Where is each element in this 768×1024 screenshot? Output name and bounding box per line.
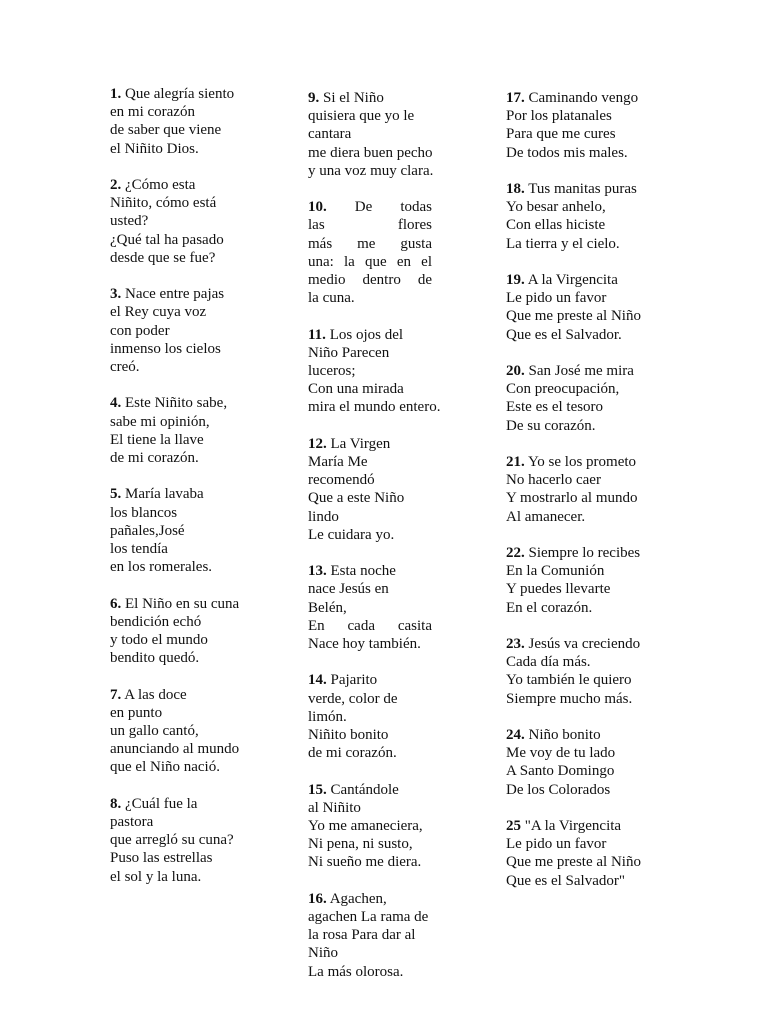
verse-text: luceros; bbox=[308, 363, 356, 380]
verse-line bbox=[110, 631, 285, 649]
verse-text: Con una mirada bbox=[308, 381, 404, 398]
verse-text: Le pido un favor bbox=[506, 290, 607, 307]
verse-text: Yo se los prometo bbox=[527, 454, 637, 470]
verse bbox=[506, 180, 681, 253]
verse-line bbox=[308, 908, 432, 926]
verse-line bbox=[110, 176, 285, 194]
verse-text: sabe mi opinión, bbox=[110, 413, 210, 430]
verse-line bbox=[110, 795, 285, 813]
verse-line bbox=[308, 125, 432, 143]
verse-number: 13. bbox=[308, 563, 327, 580]
verse-text: Ni pena, ni susto, bbox=[308, 836, 413, 853]
verse-text: El Niño en su cuna bbox=[125, 595, 240, 612]
verse-line bbox=[506, 289, 681, 307]
verse-number: 18. bbox=[506, 181, 525, 197]
verse-line bbox=[110, 649, 285, 667]
verse-text: ¿Cómo esta bbox=[125, 177, 196, 193]
verse bbox=[506, 271, 681, 344]
verse-text: El tiene la llave bbox=[110, 431, 204, 448]
verse-number: 1. bbox=[110, 86, 122, 102]
verse-text: Niñito, cómo está bbox=[110, 195, 217, 212]
verse-line bbox=[110, 340, 285, 358]
verse-text: Belén, bbox=[308, 599, 347, 616]
verse-number: 6. bbox=[110, 595, 122, 612]
verse-text: A las doce bbox=[124, 686, 187, 703]
verse-line bbox=[308, 926, 432, 944]
verse-text: el sol y la luna. bbox=[110, 868, 202, 885]
verse bbox=[506, 362, 681, 435]
verse-line bbox=[506, 362, 681, 380]
verse-line bbox=[308, 635, 432, 653]
verse-text: pañales,José bbox=[110, 522, 185, 539]
verse-text: las flores bbox=[308, 217, 432, 234]
verse-line bbox=[110, 758, 285, 776]
verse-line bbox=[110, 358, 285, 376]
verse-text: Que alegría siento bbox=[125, 86, 235, 102]
verse bbox=[308, 890, 432, 981]
verse-line bbox=[506, 107, 681, 125]
verse-line bbox=[506, 471, 681, 489]
verse-line bbox=[506, 635, 681, 653]
verse-line bbox=[506, 580, 681, 598]
verse-line bbox=[308, 671, 432, 689]
verse-number: 20. bbox=[506, 363, 525, 379]
verse-line bbox=[506, 216, 681, 234]
verse-text: verde, color de bbox=[308, 690, 398, 707]
verse bbox=[110, 795, 285, 886]
verse-line bbox=[110, 449, 285, 467]
verse bbox=[506, 635, 681, 708]
verse-line bbox=[506, 781, 681, 799]
verse-number: 19. bbox=[506, 272, 525, 288]
verse-line bbox=[110, 285, 285, 303]
verse bbox=[110, 686, 285, 777]
verse-text: Este Niñito sabe, bbox=[125, 395, 228, 412]
verse-text: Me voy de tu lado bbox=[506, 745, 616, 762]
verse-line bbox=[110, 85, 285, 103]
verse-line bbox=[506, 835, 681, 853]
verse-number: 25 bbox=[506, 818, 521, 834]
verse-text: el Rey cuya voz bbox=[110, 304, 207, 321]
verse-number: 24. bbox=[506, 727, 525, 743]
verse-line bbox=[308, 216, 432, 234]
verse bbox=[506, 453, 681, 526]
verse-text: Al amanecer. bbox=[506, 508, 586, 525]
verse-line bbox=[506, 180, 681, 198]
verse-text: Jesús va creciendo bbox=[528, 636, 641, 652]
verse-line bbox=[110, 722, 285, 740]
verse-text: Que es el Salvador. bbox=[506, 326, 622, 343]
verse-text: No hacerlo caer bbox=[506, 472, 601, 489]
verse-line bbox=[506, 853, 681, 871]
verse-line bbox=[110, 504, 285, 522]
column-2 bbox=[308, 89, 441, 999]
verse-text: usted? bbox=[110, 213, 149, 230]
verse-line bbox=[110, 613, 285, 631]
verse-text: Niño bbox=[308, 945, 338, 962]
verse-number: 22. bbox=[506, 545, 525, 561]
verse-text: Tus manitas puras bbox=[528, 181, 637, 197]
verse-text: De todas bbox=[354, 199, 432, 216]
verse-text: los blancos bbox=[110, 504, 178, 521]
verse-text: me diera buen pecho bbox=[308, 144, 433, 161]
verse-line bbox=[110, 849, 285, 867]
verse-number: 9. bbox=[308, 90, 320, 106]
verse-line bbox=[110, 540, 285, 558]
verse-number: 12. bbox=[308, 435, 327, 452]
verse-number: 7. bbox=[110, 686, 122, 703]
verse-line bbox=[308, 326, 432, 344]
verse-line bbox=[110, 868, 285, 886]
verse-text: Y mostrarlo al mundo bbox=[506, 490, 638, 507]
verse bbox=[110, 285, 285, 376]
verse-text: en los romerales. bbox=[110, 559, 213, 576]
verse-text: con poder bbox=[110, 322, 170, 339]
verse-text: bendición echó bbox=[110, 613, 202, 630]
verse-line bbox=[308, 781, 432, 799]
verse-line bbox=[308, 508, 432, 526]
verse-text: Si el Niño bbox=[323, 90, 384, 106]
verse-number: 16. bbox=[308, 890, 327, 907]
verse-line bbox=[110, 249, 285, 267]
verse-line bbox=[308, 453, 432, 471]
verse-line bbox=[506, 125, 681, 143]
verse-text: Siempre lo recibes bbox=[528, 545, 641, 561]
verse-text: de mi corazón. bbox=[110, 450, 199, 467]
verse-line bbox=[110, 413, 285, 431]
verse-line bbox=[308, 799, 432, 817]
column-3 bbox=[506, 89, 681, 908]
verse-line bbox=[506, 307, 681, 325]
verse-number: 14. bbox=[308, 672, 327, 689]
verse-line bbox=[308, 253, 432, 271]
verse-text: lindo bbox=[308, 508, 339, 525]
verse-text: el Niñito Dios. bbox=[110, 140, 199, 157]
verse-line bbox=[110, 485, 285, 503]
verse-text: en mi corazón bbox=[110, 104, 195, 121]
verse-text: y todo el mundo bbox=[110, 632, 208, 649]
verse bbox=[110, 176, 285, 267]
verse-text: Los ojos del bbox=[329, 326, 404, 343]
verse-text: De su corazón. bbox=[506, 417, 596, 434]
verse-line bbox=[308, 817, 432, 835]
verse-line bbox=[308, 708, 432, 726]
verse-text: Esta noche bbox=[330, 563, 396, 580]
verse-line bbox=[308, 744, 432, 762]
verse-line bbox=[308, 726, 432, 744]
verse-text: agachen La rama de bbox=[308, 909, 429, 926]
verse bbox=[110, 394, 285, 467]
verse-line bbox=[506, 690, 681, 708]
verse bbox=[506, 726, 681, 799]
verse-line bbox=[110, 558, 285, 576]
verse-text: Le cuidara yo. bbox=[308, 526, 395, 543]
verse-text: una: la que en el bbox=[308, 253, 432, 270]
verse-text: Yo me amaneciera, bbox=[308, 818, 423, 835]
verse-text: al Niñito bbox=[308, 799, 361, 816]
verse-text: De todos mis males. bbox=[506, 144, 628, 161]
verse-text: A la Virgencita bbox=[527, 272, 618, 288]
verse-line bbox=[308, 526, 432, 544]
verse-text: un gallo cantó, bbox=[110, 723, 199, 740]
verse-text: bendito quedó. bbox=[110, 650, 200, 667]
column-1 bbox=[110, 85, 285, 904]
verse-line bbox=[110, 740, 285, 758]
verse-line bbox=[308, 144, 432, 162]
verse-line bbox=[308, 271, 432, 289]
verse-line bbox=[110, 231, 285, 249]
verse-text: más me gusta bbox=[308, 235, 432, 252]
verse-line bbox=[308, 289, 432, 307]
verse-line bbox=[110, 103, 285, 121]
verse bbox=[506, 544, 681, 617]
verse-line bbox=[506, 453, 681, 471]
verse-line bbox=[506, 671, 681, 689]
verse-text: Con ellas hiciste bbox=[506, 217, 606, 234]
verse-text: Cada día más. bbox=[506, 654, 591, 671]
verse-line bbox=[110, 212, 285, 230]
verse bbox=[506, 817, 681, 890]
verse-text: Agachen, bbox=[329, 890, 387, 907]
verse-line bbox=[506, 235, 681, 253]
verse-line bbox=[308, 107, 432, 125]
verse-text: ¿Qué tal ha pasado bbox=[110, 231, 224, 248]
verse-line bbox=[506, 726, 681, 744]
verse-text: Para que me cures bbox=[506, 126, 616, 143]
verse-text: San José me mira bbox=[528, 363, 634, 379]
verse-number: 15. bbox=[308, 781, 327, 798]
verse-line bbox=[308, 398, 441, 416]
verse-text: de mi corazón. bbox=[308, 745, 397, 762]
verse-text: En la Comunión bbox=[506, 563, 605, 580]
verse-text: quisiera que yo le bbox=[308, 108, 415, 125]
verse-text: medio dentro de bbox=[308, 272, 432, 289]
verse-line bbox=[506, 398, 681, 416]
verse-text: desde que se fue? bbox=[110, 249, 216, 266]
verse-text: La más olorosa. bbox=[308, 963, 404, 980]
verse-text: Nace entre pajas bbox=[125, 286, 225, 303]
verse-text: En el corazón. bbox=[506, 599, 593, 616]
verse-number: 3. bbox=[110, 286, 122, 303]
verse-line bbox=[110, 431, 285, 449]
verse-line bbox=[308, 435, 432, 453]
verse-text: Pajarito bbox=[330, 672, 378, 689]
verse-text: A Santo Domingo bbox=[506, 763, 615, 780]
verse-text: De los Colorados bbox=[506, 781, 611, 798]
verse bbox=[308, 326, 441, 417]
verse-text: Con preocupación, bbox=[506, 381, 620, 398]
verse-text: Que a este Niño bbox=[308, 490, 405, 507]
verse-text: Yo también le quiero bbox=[506, 672, 632, 689]
verse-line bbox=[110, 595, 285, 613]
verse-line bbox=[308, 362, 432, 380]
verse-line bbox=[110, 394, 285, 412]
verse-text: que arregló su cuna? bbox=[110, 832, 234, 849]
verse-text: la cuna. bbox=[308, 290, 355, 307]
verse-text: En cada casita bbox=[308, 617, 432, 634]
verse-text: Que me preste al Niño bbox=[506, 854, 641, 871]
verse-line bbox=[506, 544, 681, 562]
verse-text: Niñito bonito bbox=[308, 727, 389, 744]
verse-line bbox=[308, 235, 432, 253]
verse-line bbox=[308, 344, 432, 362]
verse-line bbox=[110, 831, 285, 849]
verse-line bbox=[506, 562, 681, 580]
verse bbox=[308, 671, 432, 762]
verse-text: Y puedes llevarte bbox=[506, 581, 611, 598]
verse-number: 5. bbox=[110, 486, 122, 503]
verse-line bbox=[506, 489, 681, 507]
verse-number: 10. bbox=[308, 199, 327, 216]
verse-line bbox=[308, 198, 432, 216]
verse-text: Nace hoy también. bbox=[308, 636, 421, 653]
verse-line bbox=[110, 704, 285, 722]
verse-line bbox=[308, 853, 432, 871]
verse bbox=[110, 595, 285, 668]
verse-text: María Me bbox=[308, 454, 368, 471]
verse-line bbox=[110, 522, 285, 540]
verse-line bbox=[506, 508, 681, 526]
verse bbox=[110, 85, 285, 158]
verse-text: María lavaba bbox=[125, 486, 204, 503]
verse-text: creó. bbox=[110, 359, 140, 376]
verse-line bbox=[110, 813, 285, 831]
verse-line bbox=[308, 489, 432, 507]
verse-text: la rosa Para dar al bbox=[308, 927, 416, 944]
verse-text: "A la Virgencita bbox=[524, 818, 622, 834]
verse-line bbox=[506, 744, 681, 762]
verse-line bbox=[110, 303, 285, 321]
verse-line bbox=[308, 380, 432, 398]
verse-line bbox=[110, 194, 285, 212]
verse-text: Puso las estrellas bbox=[110, 850, 213, 867]
verse-text: Siempre mucho más. bbox=[506, 690, 633, 707]
verse-text: cantara bbox=[308, 126, 352, 143]
verse-line bbox=[506, 326, 681, 344]
verse-number: 8. bbox=[110, 795, 122, 812]
verse-line bbox=[308, 562, 432, 580]
verse bbox=[308, 781, 432, 872]
verse-text: Caminando vengo bbox=[528, 90, 639, 106]
verse-text: Yo besar anhelo, bbox=[506, 199, 606, 216]
verse-text: en punto bbox=[110, 704, 163, 721]
verse-line bbox=[308, 599, 432, 617]
verse-text: pastora bbox=[110, 814, 154, 831]
verse-line bbox=[110, 121, 285, 139]
verse-text: Que es el Salvador" bbox=[506, 872, 626, 889]
verse-line bbox=[308, 890, 432, 908]
verse bbox=[308, 562, 432, 653]
verse-line bbox=[506, 817, 681, 835]
verse-text: nace Jesús en bbox=[308, 581, 389, 598]
verse-text: Cantándole bbox=[330, 781, 399, 798]
verse-number: 17. bbox=[506, 90, 525, 106]
verse bbox=[308, 198, 432, 307]
verse-line bbox=[308, 617, 432, 635]
verse-line bbox=[308, 690, 432, 708]
verse-text: recomendó bbox=[308, 472, 375, 489]
verse-line bbox=[308, 471, 432, 489]
verse bbox=[506, 89, 681, 162]
verse bbox=[308, 89, 432, 180]
verse-line bbox=[308, 580, 432, 598]
verse-text: de saber que viene bbox=[110, 122, 222, 139]
verse-line bbox=[506, 89, 681, 107]
verse-text: Este es el tesoro bbox=[506, 399, 604, 416]
verse-line bbox=[506, 198, 681, 216]
verse-number: 21. bbox=[506, 454, 525, 470]
verse-line bbox=[506, 653, 681, 671]
verse-text: y una voz muy clara. bbox=[308, 162, 434, 179]
verse bbox=[308, 435, 432, 544]
verse-line bbox=[308, 835, 432, 853]
verse-text: Le pido un favor bbox=[506, 836, 607, 853]
verse-text: Por los platanales bbox=[506, 108, 612, 125]
verse-text: ¿Cuál fue la bbox=[125, 795, 198, 812]
verse-text: La Virgen bbox=[330, 435, 391, 452]
verse-line bbox=[506, 144, 681, 162]
verse-text: anunciando al mundo bbox=[110, 741, 240, 758]
verse-text: Que me preste al Niño bbox=[506, 308, 641, 325]
verse-number: 11. bbox=[308, 326, 326, 343]
verse-line bbox=[506, 762, 681, 780]
verse-line bbox=[308, 944, 432, 962]
verse-text: Niño bonito bbox=[528, 727, 601, 743]
verse-line bbox=[110, 322, 285, 340]
verse-text: Niño Parecen bbox=[308, 344, 390, 361]
verse-text: mira el mundo entero. bbox=[308, 399, 441, 416]
verse bbox=[110, 485, 285, 576]
verse-line bbox=[506, 599, 681, 617]
verse-line bbox=[110, 686, 285, 704]
verse-line bbox=[110, 140, 285, 158]
verse-text: los tendía bbox=[110, 541, 168, 558]
verse-text: inmenso los cielos bbox=[110, 340, 221, 357]
verse-line bbox=[506, 417, 681, 435]
verse-line bbox=[308, 162, 432, 180]
verse-text: La tierra y el cielo. bbox=[506, 235, 620, 252]
verse-line bbox=[506, 380, 681, 398]
verse-line bbox=[506, 271, 681, 289]
verse-line bbox=[506, 872, 681, 890]
verse-text: que el Niño nació. bbox=[110, 759, 220, 776]
verse-line bbox=[308, 963, 432, 981]
verse-number: 4. bbox=[110, 395, 122, 412]
verse-line bbox=[308, 89, 432, 107]
verse-number: 2. bbox=[110, 177, 122, 193]
verse-text: limón. bbox=[308, 708, 347, 725]
verse-number: 23. bbox=[506, 636, 525, 652]
verse-text: Ni sueño me diera. bbox=[308, 854, 422, 871]
